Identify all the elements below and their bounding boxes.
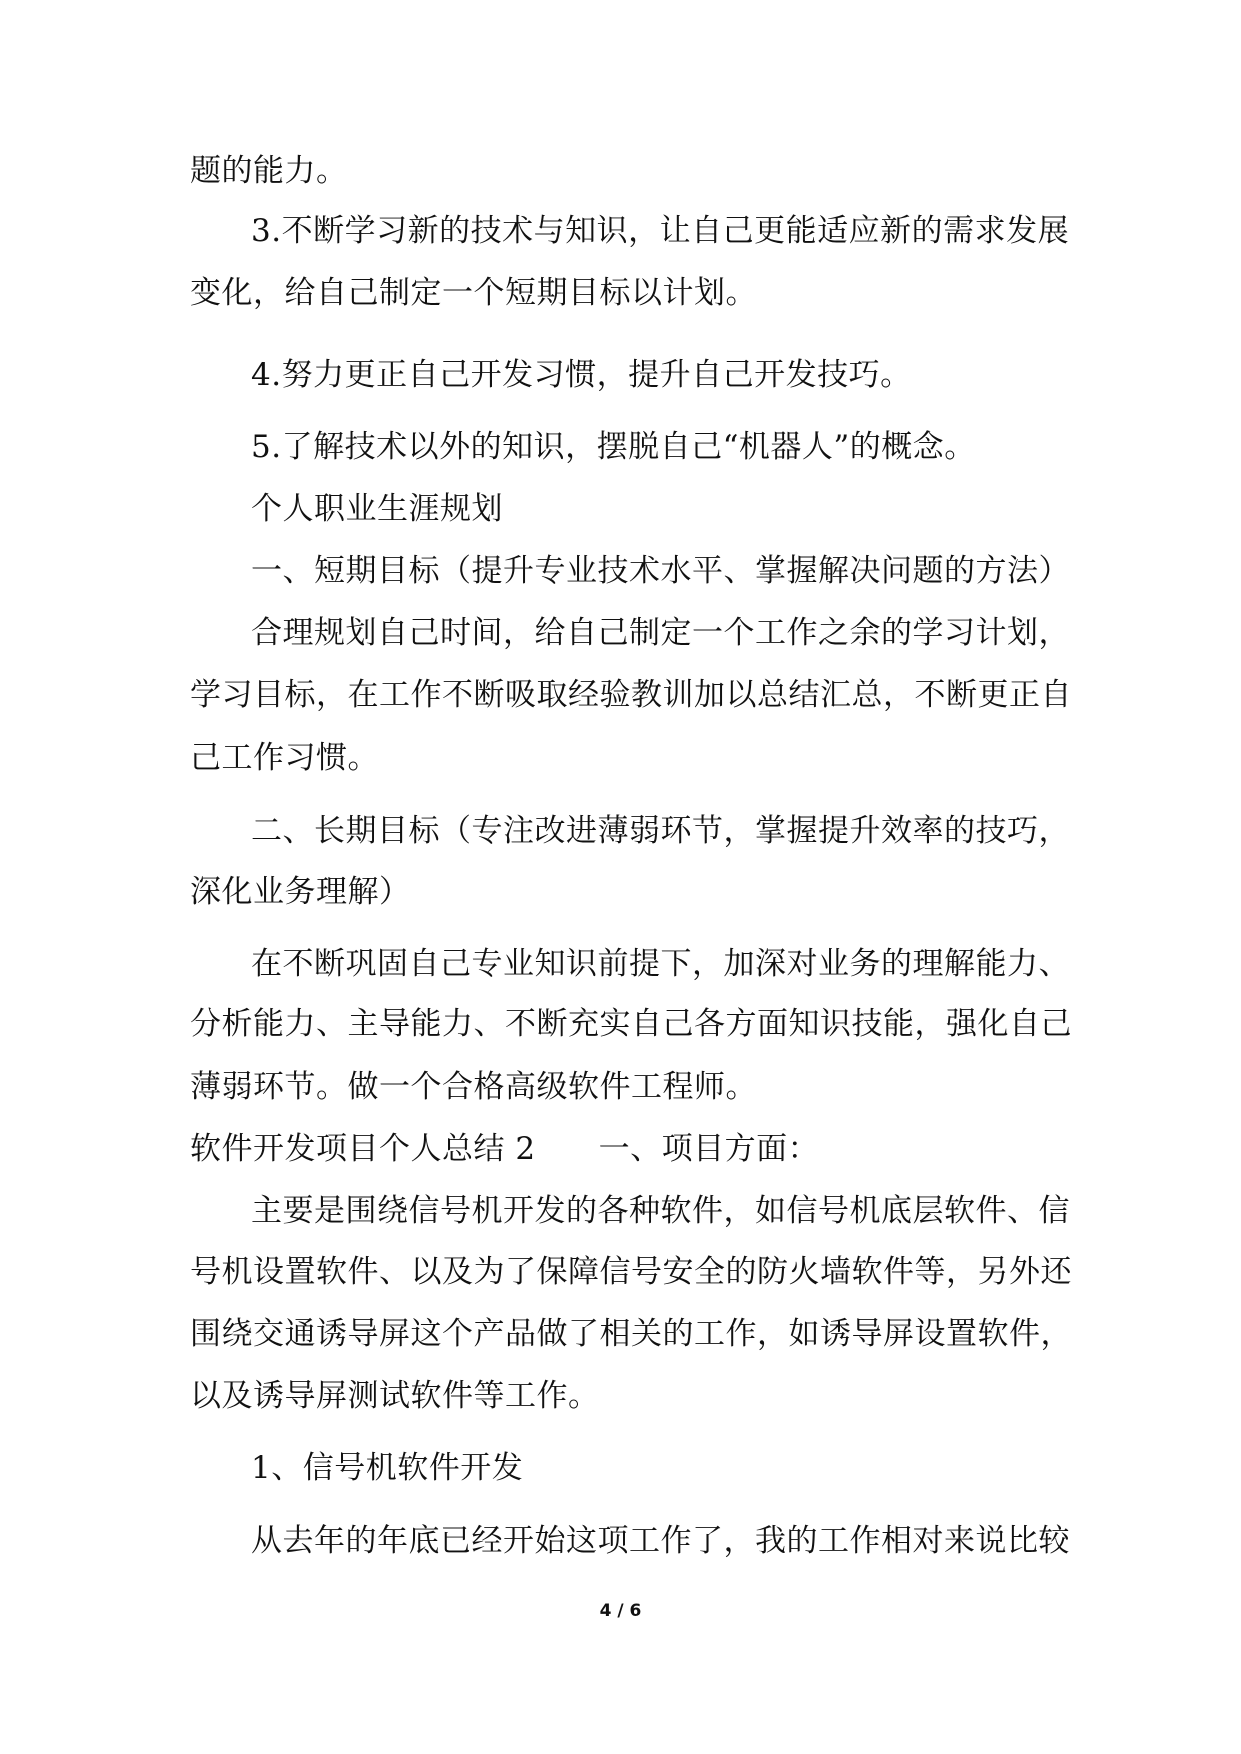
text-line: 合理规划自己时间，给自己制定一个工作之余的学习计划， <box>251 615 1070 651</box>
text-line: 从去年的年底已经开始这项工作了，我的工作相对来说比较 <box>251 1523 1070 1559</box>
text-line: 在不断巩固自己专业知识前提下，加深对业务的理解能力、 <box>251 946 1070 982</box>
text-line: 薄弱环节。做一个合格高级软件工程师。 <box>190 1069 757 1105</box>
text-line: 以及诱导屏测试软件等工作。 <box>190 1378 600 1414</box>
page-number: 4 / 6 <box>599 1601 642 1621</box>
section-heading: 1、信号机软件开发 <box>251 1450 524 1486</box>
section-heading: 个人职业生涯规划 <box>251 491 503 527</box>
text-line: 深化业务理解） <box>190 874 411 910</box>
text-line: 己工作习惯。 <box>190 740 379 776</box>
text-line: 学习目标，在工作不断吸取经验教训加以总结汇总，不断更正自 <box>190 677 1072 713</box>
text-line: 4.努力更正自己开发习惯，提升自己开发技巧。 <box>251 357 912 393</box>
text-line: 主要是围绕信号机开发的各种软件，如信号机底层软件、信 <box>251 1193 1070 1229</box>
text-line: 题的能力。 <box>190 153 348 189</box>
text-line: 号机设置软件、以及为了保障信号安全的防火墙软件等，另外还 <box>190 1254 1072 1290</box>
text-line: 二、长期目标（专注改进薄弱环节，掌握提升效率的技巧， <box>251 813 1070 849</box>
text-line: 变化，给自己制定一个短期目标以计划。 <box>190 275 757 311</box>
text-line: 3.不断学习新的技术与知识，让自己更能适应新的需求发展 <box>251 213 1070 249</box>
section-heading: 软件开发项目个人总结 2 一、项目方面： <box>190 1131 820 1167</box>
text-line: 围绕交通诱导屏这个产品做了相关的工作，如诱导屏设置软件， <box>190 1316 1072 1352</box>
text-line: 一、短期目标（提升专业技术水平、掌握解决问题的方法） <box>251 553 1070 589</box>
text-line: 分析能力、主导能力、不断充实自己各方面知识技能，强化自己 <box>190 1006 1072 1042</box>
text-line: 5.了解技术以外的知识，摆脱自己“机器人”的概念。 <box>251 429 976 465</box>
